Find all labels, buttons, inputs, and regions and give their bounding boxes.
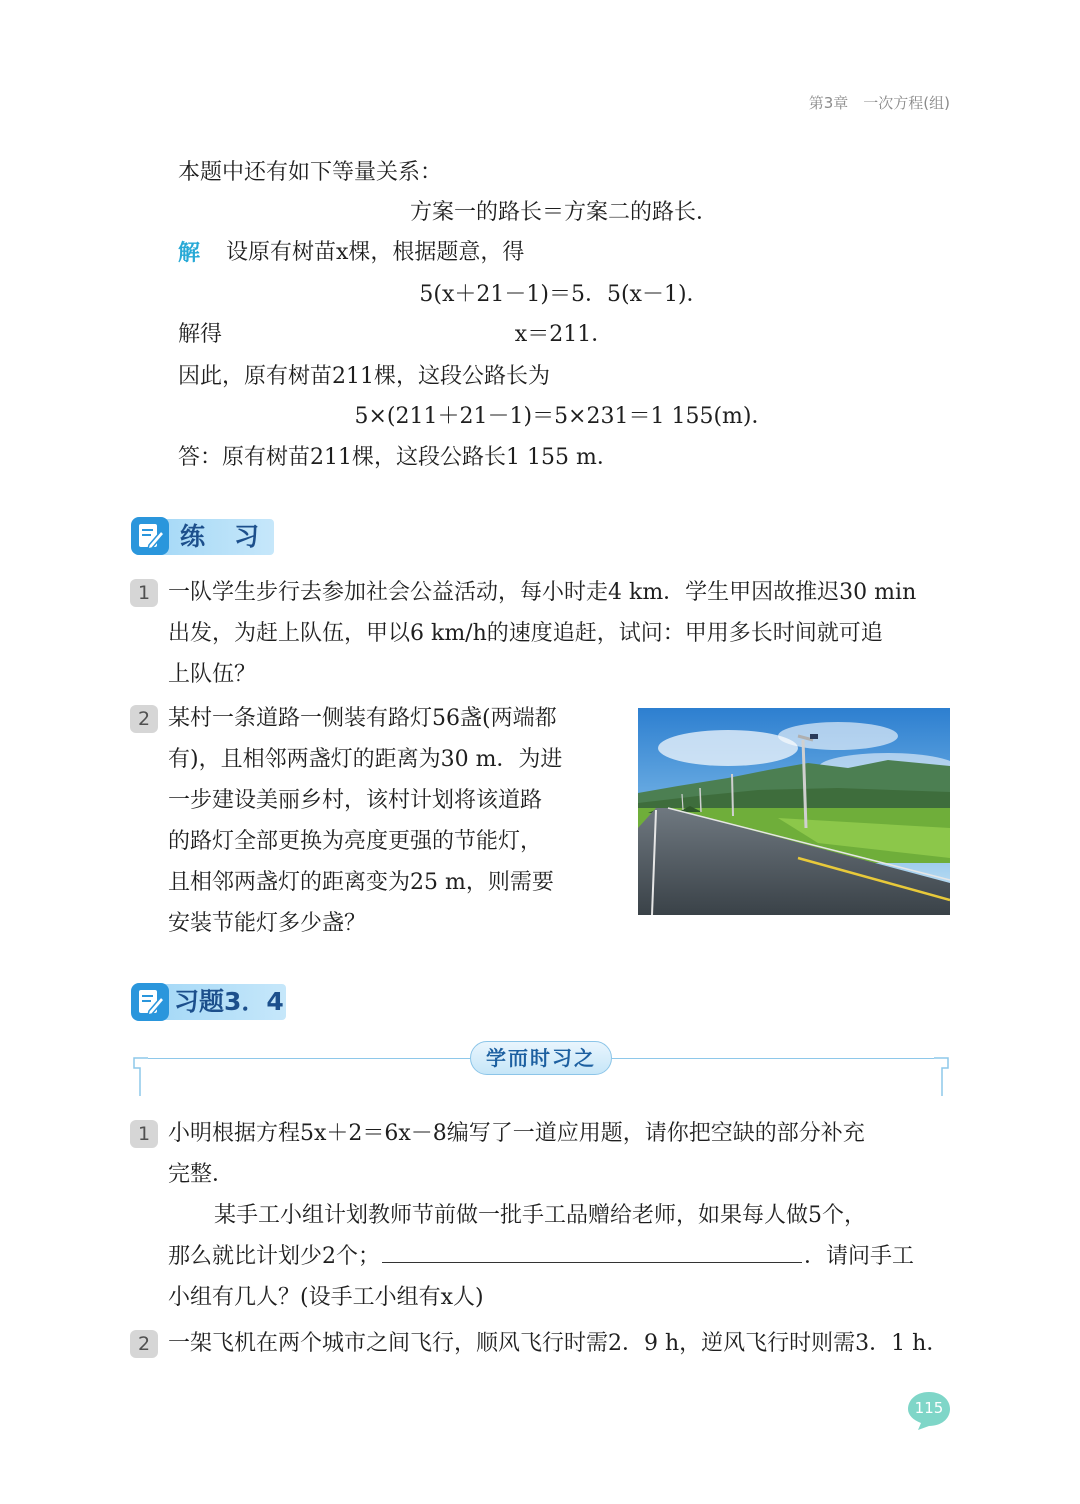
banner-line-left — [148, 1058, 470, 1059]
exercise-q1-story-3: 小组有几人？(设手工小组有x人) — [168, 1285, 484, 1310]
exercise-q1-line-2: 完整． — [168, 1162, 235, 1187]
page-number-badge — [906, 1390, 952, 1432]
jie-label: 解 — [178, 240, 201, 266]
solution-result: x＝211． — [514, 322, 614, 347]
banner-title: 学而时习之 — [470, 1041, 612, 1075]
practice-q1-line-3: 上队伍？ — [168, 662, 257, 687]
calculation: 5×(211＋21－1)＝5×231＝1 155(m)． — [354, 404, 774, 429]
practice-q1-text — [168, 572, 916, 695]
answer-text: 答：原有树苗211棵，这段公路长1 155 m． — [178, 445, 619, 470]
exercise-q2-line: 一架飞机在两个城市之间飞行，顺风飞行时需2．9 h，逆风飞行时则需3．1 h． — [168, 1331, 949, 1356]
practice-q2-text — [168, 698, 562, 944]
banner-left-bracket — [130, 1052, 152, 1100]
page-number: 115 — [914, 1399, 944, 1417]
chapter-header: 第3章 一次方程(组) — [808, 94, 950, 112]
exercise-q1-story-1: 某手工小组计划教师节前做一批手工品赠给老师，如果每人做5个， — [214, 1203, 866, 1228]
exercise-q2-number: 2 — [130, 1330, 158, 1358]
main-equation: 5(x＋21－1)＝5．5(x－1)． — [419, 282, 709, 307]
practice-q2-line-2: 有)，且相邻两盏灯的距离为30 m．为进 — [168, 747, 563, 772]
fill-in-blank[interactable] — [382, 1238, 802, 1263]
therefore-text: 因此，原有树苗211棵，这段公路长为 — [178, 364, 550, 389]
solve-label — [178, 238, 200, 269]
pencil-note-icon — [131, 517, 169, 555]
exercise-q1-text — [168, 1113, 914, 1318]
practice-q2-line-1: 某村一条道路一侧装有路灯56盏(两端都 — [168, 706, 557, 731]
practice-q2-number: 2 — [130, 705, 158, 733]
relation-equation: 方案一的路长＝方案二的路长． — [409, 200, 718, 225]
practice-q2-line-3: 一步建设美丽乡村，该村计划将该道路 — [168, 788, 543, 813]
pencil-note-icon — [131, 983, 169, 1021]
exercise-q1-story-2b: ．请问手工 — [804, 1244, 915, 1269]
exercise-q1-line-1: 小明根据方程5x＋2＝6x－8编写了一道应用题，请你把空缺的部分补充 — [168, 1121, 865, 1146]
setup-text: 设原有树苗x棵，根据题意，得 — [226, 240, 525, 265]
exercise-q1-story-2a: 那么就比计划少2个； — [168, 1244, 380, 1269]
practice-q2-line-6: 安装节能灯多少盏？ — [168, 911, 367, 936]
exercise-q1-story-2 — [168, 1236, 914, 1277]
practice-q2-line-5: 且相邻两盏灯的距离变为25 m，则需要 — [168, 870, 554, 895]
road-streetlights-photo — [638, 708, 950, 915]
practice-q1-line-1: 一队学生步行去参加社会公益活动，每小时走4 km．学生甲因故推迟30 min — [168, 580, 917, 605]
practice-q1-line-2: 出发，为赶上队伍，甲以6 km/h的速度追赶，试问：甲用多长时间就可追 — [168, 621, 883, 646]
solved-label: 解得 — [178, 322, 223, 347]
practice-q2-line-4: 的路灯全部更换为亮度更强的节能灯， — [168, 829, 543, 854]
banner-right-bracket — [930, 1052, 952, 1100]
exercise-q1-number: 1 — [130, 1120, 158, 1148]
practice-title: 练 习 — [180, 522, 262, 551]
exercise-title: 习题3．4 — [174, 987, 284, 1016]
banner-line-right — [612, 1058, 934, 1059]
practice-q1-number: 1 — [130, 579, 158, 607]
relation-intro: 本题中还有如下等量关系： — [178, 160, 443, 185]
